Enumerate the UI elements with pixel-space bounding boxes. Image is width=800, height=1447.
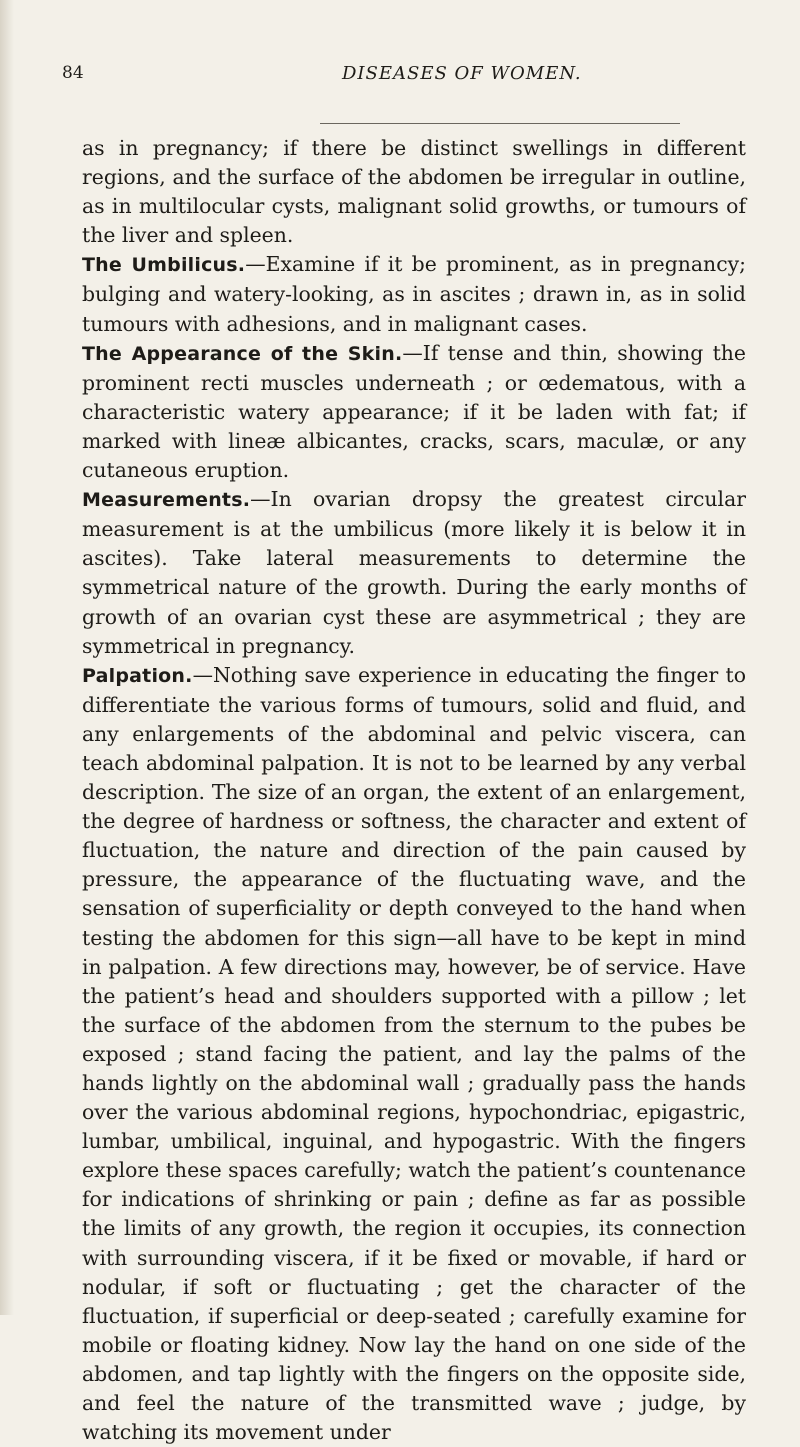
paragraph-umbilicus	[82, 250, 746, 338]
section-heading: Measurements.	[82, 489, 251, 512]
page-number: 84	[62, 63, 84, 83]
section-heading: The Umbilicus.	[82, 254, 246, 277]
running-head	[62, 63, 800, 93]
paragraph-skin	[82, 339, 746, 485]
paragraph-text: as in pregnancy; if there be distinct swellings in different regions, and the surface of the abdomen be irregular in outline, as in multilocular cysts, malignant solid growths, or tumours of the liver and spleen.	[82, 136, 746, 248]
text-body	[82, 134, 746, 1447]
paragraph-continuation	[82, 134, 746, 250]
header-rule	[320, 123, 680, 124]
paragraph-measurements	[82, 485, 746, 661]
paragraph-text: —Examine if it be prominent, as in pregnancy; bulging and watery-looking, as in ascites ; drawn in, as in solid tumours with adhesions, and in malignant cases.	[82, 252, 747, 336]
paragraph-text: —Nothing save experience in educating the finger to differentiate the various forms of tumours, solid and fluid, and any enlargements of the abdominal and pelvic viscera, can teach abdominal palpation. It is not to be learned by any verbal description. The size of an organ, the extent of an enlargement, the degree of hardness or softness, the character and extent of fluctuation, the nature and direction of the pain caused by pressure, the appearance of the fluctuating wave, and the sensation of superficiality or depth conveyed to the hand when testing the abdomen for this sign—all have to be kept in mind in palpation. A few directions may, however, be of service. Have the patient’s head and shoulders supported with a pillow ; let the surface of the abdomen from the sternum to the pubes be exposed ; stand facing the patient, and lay the palms of the hands lightly on the abdominal wall ; gradually pass the hands over the various abdominal regions, hypochondriac, epigastric, lumbar, umbilical, inguinal, and hypogastric. With the fingers explore these spaces carefully; watch the patient’s countenance for indications of shrinking or pain ; define as far as possible the limits of any growth, the region it occupies, its connection with surrounding viscera, if it be fixed or movable, if hard or nodular, if soft or fluctuating ; get the character of the fluctuation, if superficial or deep-seated ; carefully examine for mobile or floating kidney. Now lay the hand on one side of the abdomen, and tap lightly with the fingers on the opposite side, and feel the nature of the transmitted wave ; judge, by watching its movement under	[82, 662, 746, 1445]
paragraph-text: —In ovarian dropsy the greatest circular measurement is at the umbilicus (more likely it is below it in ascites). Take lateral measurements to determine the symmetrical nature of the growth. During the early months of growth of an ovarian cyst these are asymmetrical ; they are symmetrical in pregnancy.	[82, 487, 746, 658]
page-edge-shadow	[0, 0, 14, 1315]
running-title: DISEASES OF WOMEN.	[342, 63, 582, 84]
paragraph-text: —If tense and thin, showing the prominent recti muscles underneath ; or œdematous, with a characteristic watery appearance; if it be laden with fat; if marked with lineæ albicantes, cracks, scars, maculæ, or any cutaneous eruption.	[82, 340, 747, 483]
section-heading: Palpation.	[82, 664, 193, 687]
section-heading: The Appearance of the Skin.	[82, 342, 403, 365]
paragraph-palpation	[82, 661, 746, 1447]
